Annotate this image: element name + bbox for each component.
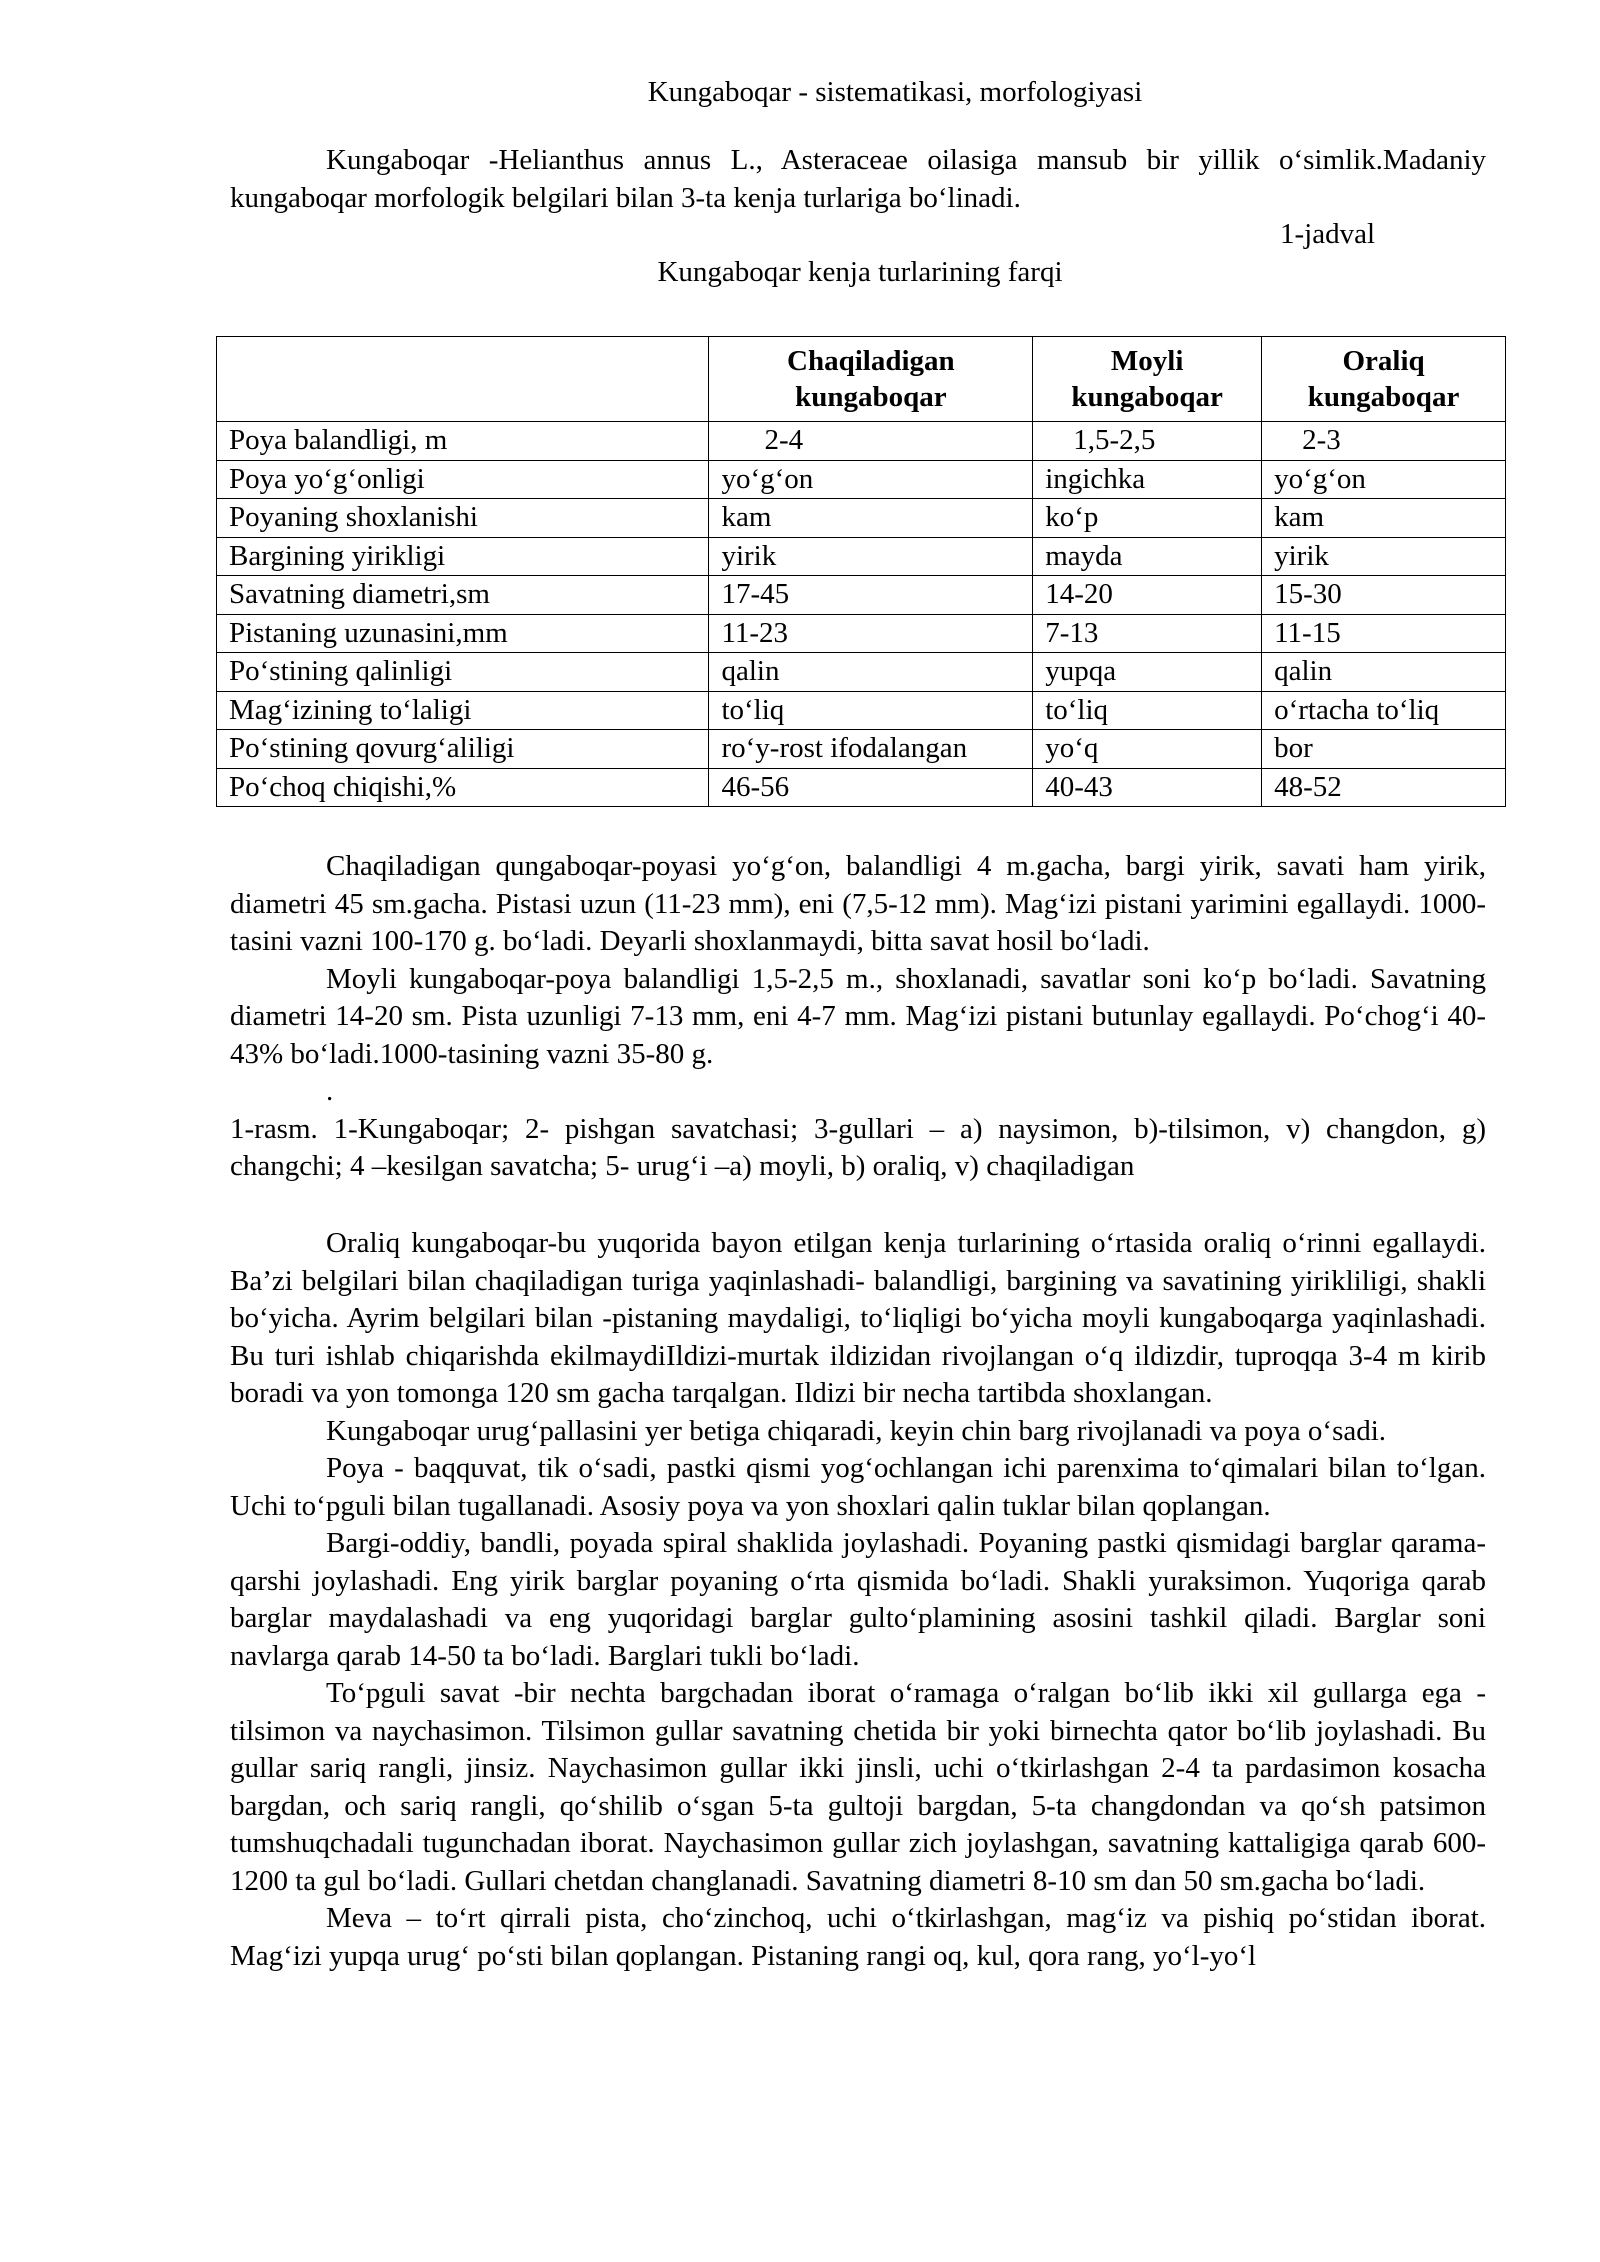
table-cell: 46-56 bbox=[709, 768, 1033, 807]
table-cell: 48-52 bbox=[1262, 768, 1506, 807]
section-morphology bbox=[230, 1225, 1486, 1975]
table-cell: to‘liq bbox=[1033, 691, 1262, 730]
comparison-table bbox=[216, 336, 1506, 807]
table-cell: 7-13 bbox=[1033, 614, 1262, 653]
table-header-cell: Oraliq kungaboqar bbox=[1262, 337, 1506, 422]
table-cell: to‘liq bbox=[709, 691, 1033, 730]
paragraph: Oraliq kungaboqar-bu yuqorida bayon etilgan kenja turlarining o‘rtasida oraliq o‘rinni egallaydi. Ba’zi belgilari bilan chaqiladigan turiga yaqinlashadi- balandligi, bargining va savatining yirikliligi, shakli bo‘yicha. Ayrim belgilari bilan -pistaning maydaligi, to‘liqligi bo‘yicha moyli kungaboqarga yaqinlashadi. Bu turi ishlab chiqarishda ekilmaydiIldizi-murtak ildizidan rivojlangan o‘q ildizdir, tuproqqa 3-4 m kirib boradi va yon tomonga 120 sm gacha tarqalgan. Ildizi bir necha tartibda shoxlangan. bbox=[230, 1227, 1486, 1409]
table-cell: Poya yo‘g‘onligi bbox=[217, 460, 709, 499]
table-label: 1-jadval bbox=[1280, 218, 1376, 250]
table-cell: bor bbox=[1262, 730, 1506, 769]
table-cell: 15-30 bbox=[1262, 576, 1506, 615]
paragraph: Kungaboqar urug‘pallasini yer betiga chiqaradi, keyin chin barg rivojlanadi va poya o‘sadi. bbox=[326, 1414, 1387, 1447]
paragraph: Chaqiladigan qungaboqar-poyasi yo‘g‘on, balandligi 4 m.gacha, bargi yirik, savati ham yirik, diametri 45 sm.gacha. Pistasi uzun (11-23 mm), eni (7,5-12 mm). Mag‘izi pistani yarimini egallaydi. 1000-tasini vazni 100-170 g. bo‘ladi. Deyarli shoxlanmaydi, bitta savat hosil bo‘ladi. bbox=[230, 850, 1486, 957]
table-row bbox=[217, 730, 1506, 769]
section-subtypes bbox=[230, 848, 1486, 1186]
table-cell: yirik bbox=[1262, 537, 1506, 576]
table-cell: Poya balandligi, m bbox=[217, 422, 709, 461]
paragraph: To‘pguli savat -bir nechta bargchadan iborat o‘ramaga o‘ralgan bo‘lib ikki xil gullarga ega - tilsimon va naychasimon. Tilsimon gullar savatning chetida bir yoki birnechta qator bo‘lib joylashadi. Bu gullar sariq rangli, jinsiz. Naychasimon gullar ikki jinsli, uchi o‘tkirlashgan 2-4 ta pardasimon kosacha bargdan, och sariq rangli, qo‘shilib o‘sgan 5-ta gultoji bargdan, 5-ta changdondan va qo‘sh patsimon tumshuqchadali tugunchadan iborat. Naychasimon gullar zich joylashgan, savatning kattaligiga qarab 600-1200 ta gul bo‘ladi. Gullari chetdan changlanadi. Savatning diametri 8-10 sm dan 50 sm.gacha bo‘ladi. bbox=[230, 1677, 1486, 1897]
table-header-cell: Chaqiladigan kungaboqar bbox=[709, 337, 1033, 422]
table-row bbox=[217, 653, 1506, 692]
table-cell: yo‘g‘on bbox=[1262, 460, 1506, 499]
table-cell: kam bbox=[1262, 499, 1506, 538]
paragraph: Poya - baqquvat, tik o‘sadi, pastki qismi yog‘ochlangan ichi parenxima to‘qimalari bilan to‘lgan. Uchi to‘pguli bilan tugallanadi. Asosiy poya va yon shoxlari qalin tuklar bilan qoplangan. bbox=[230, 1452, 1486, 1522]
separator-dot: . bbox=[326, 1075, 334, 1107]
table-cell: Bargining yirikligi bbox=[217, 537, 709, 576]
table-row bbox=[217, 614, 1506, 653]
table-row bbox=[217, 691, 1506, 730]
table-cell: o‘rtacha to‘liq bbox=[1262, 691, 1506, 730]
paragraph: Moyli kungaboqar-poya balandligi 1,5-2,5 m., shoxlanadi, savatlar soni ko‘p bo‘ladi. Savatning diametri 14-20 sm. Pista uzunligi 7-13 mm, eni 4-7 mm. Mag‘izi pistani butunlay egallaydi. Po‘chog‘i 40-43% bo‘ladi.1000-tasining vazni 35-80 g. bbox=[230, 962, 1486, 1070]
table-row bbox=[217, 768, 1506, 807]
table-cell: 2-3 bbox=[1262, 422, 1506, 461]
paragraph: Meva – to‘rt qirrali pista, cho‘zinchoq, uchi o‘tkirlashgan, mag‘iz va pishiq po‘stidan iborat. Mag‘izi yupqa urug‘ po‘sti bilan qoplangan. Pistaning rangi oq, kul, qora rang, yo‘l-yo‘l bbox=[230, 1902, 1486, 1972]
intro-paragraph: Kungaboqar -Helianthus annus L., Asteraceae oilasiga mansub bir yillik o‘simlik.Madaniy kungaboqar morfologik belgilari bilan 3-ta kenja turlariga bo‘linadi. bbox=[230, 144, 1486, 214]
table-row bbox=[217, 537, 1506, 576]
table-caption: Kungaboqar kenja turlarining farqi bbox=[657, 256, 1063, 288]
table-cell: ko‘p bbox=[1033, 499, 1262, 538]
table-cell: 2-4 bbox=[709, 422, 1033, 461]
table-cell: ingichka bbox=[1033, 460, 1262, 499]
table-cell: yo‘g‘on bbox=[709, 460, 1033, 499]
table-cell: 17-45 bbox=[709, 576, 1033, 615]
table-header-row bbox=[217, 337, 1506, 422]
page-title: Kungaboqar - sistematikasi, morfologiyasi bbox=[647, 76, 1143, 108]
table-cell: 14-20 bbox=[1033, 576, 1262, 615]
table-cell: yupqa bbox=[1033, 653, 1262, 692]
table-row bbox=[217, 576, 1506, 615]
table-cell: 40-43 bbox=[1033, 768, 1262, 807]
intro-block bbox=[230, 142, 1486, 217]
table-cell: Po‘choq chiqishi,% bbox=[217, 768, 709, 807]
table-cell: Po‘stining qovurg‘aliligi bbox=[217, 730, 709, 769]
table-cell: kam bbox=[709, 499, 1033, 538]
table-cell: Mag‘izining to‘laligi bbox=[217, 691, 709, 730]
table-header-cell: Moyli kungaboqar bbox=[1033, 337, 1262, 422]
figure-caption: 1-rasm. 1-Kungaboqar; 2- pishgan savatchasi; 3-gullari – a) naysimon, b)-tilsimon, v) changdon, g) changchi; 4 –kesilgan savatcha; 5- urug‘i –a) moyli, b) oraliq, v) chaqiladigan bbox=[230, 1112, 1486, 1182]
table-cell: ro‘y-rost ifodalangan bbox=[709, 730, 1033, 769]
table-header-cell bbox=[217, 337, 709, 422]
paragraph: Bargi-oddiy, bandli, poyada spiral shaklida joylashadi. Poyaning pastki qismidagi barglar qarama-qarshi joylashadi. Eng yirik barglar poyaning o‘rta qismida bo‘ladi. Shakli yuraksimon. Yuqoriga qarab barglar maydalashadi va eng yuqoridagi barglar gulto‘plamining asosini tashkil qiladi. Barglar soni navlarga qarab 14-50 ta bo‘ladi. Barglari tukli bo‘ladi. bbox=[230, 1527, 1486, 1672]
table-cell: qalin bbox=[1262, 653, 1506, 692]
table-cell: yirik bbox=[709, 537, 1033, 576]
table-cell: Poyaning shoxlanishi bbox=[217, 499, 709, 538]
table-cell: 11-15 bbox=[1262, 614, 1506, 653]
table-row bbox=[217, 499, 1506, 538]
table-cell: Po‘stining qalinligi bbox=[217, 653, 709, 692]
table-cell: mayda bbox=[1033, 537, 1262, 576]
table-cell: qalin bbox=[709, 653, 1033, 692]
table-cell: 11-23 bbox=[709, 614, 1033, 653]
table-row bbox=[217, 460, 1506, 499]
table-cell: Savatning diametri,sm bbox=[217, 576, 709, 615]
table-row bbox=[217, 422, 1506, 461]
table-cell: 1,5-2,5 bbox=[1033, 422, 1262, 461]
table-cell: Pistaning uzunasini,mm bbox=[217, 614, 709, 653]
table-cell: yo‘q bbox=[1033, 730, 1262, 769]
